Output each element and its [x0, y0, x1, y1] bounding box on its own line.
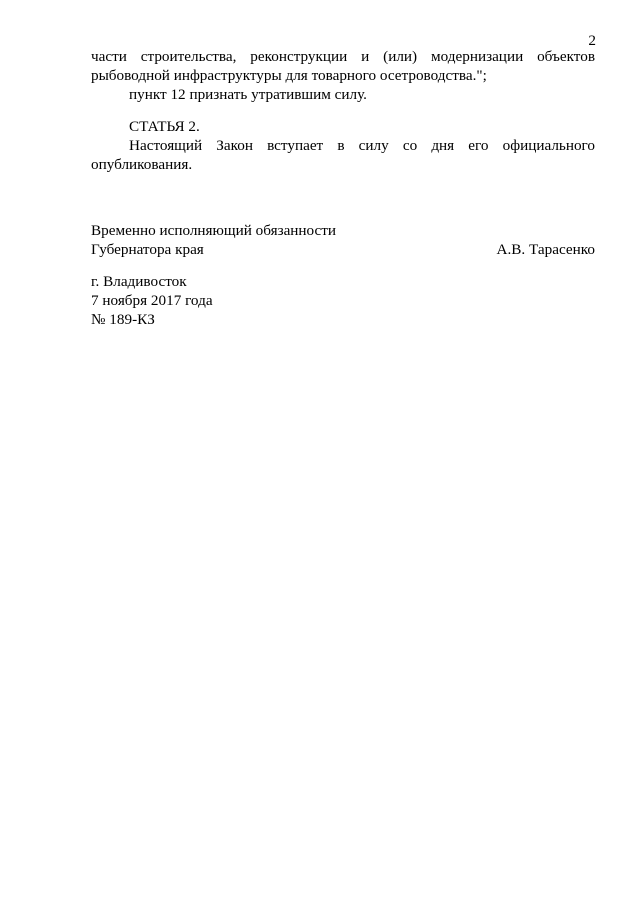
signature-row: [91, 240, 595, 259]
footer-law-number: № 189-КЗ: [91, 311, 155, 328]
paragraph-amendment-end: части строительства, реконструкции и (или) модернизации объектов рыбоводной инфраструктуры для товарного осетроводства.";: [91, 48, 595, 84]
paragraph-clause-12: пункт 12 признать утратившим силу.: [129, 86, 367, 103]
article-heading: СТАТЬЯ 2.: [129, 118, 200, 135]
footer-city: г. Владивосток: [91, 273, 187, 290]
footer-date: 7 ноября 2017 года: [91, 292, 213, 309]
signature-block: [91, 221, 595, 259]
signature-position-line-2: Губернатора края: [91, 241, 204, 258]
article-2: [91, 117, 595, 174]
signatory-name: А.В. Тарасенко: [496, 241, 595, 258]
document-body: [91, 47, 595, 104]
page-number: 2: [588, 32, 596, 49]
document-footer: [91, 272, 595, 329]
article-text: Настоящий Закон вступает в силу со дня его официального опубликования.: [91, 137, 595, 173]
signature-position-line-1: Временно исполняющий обязанности: [91, 222, 337, 239]
